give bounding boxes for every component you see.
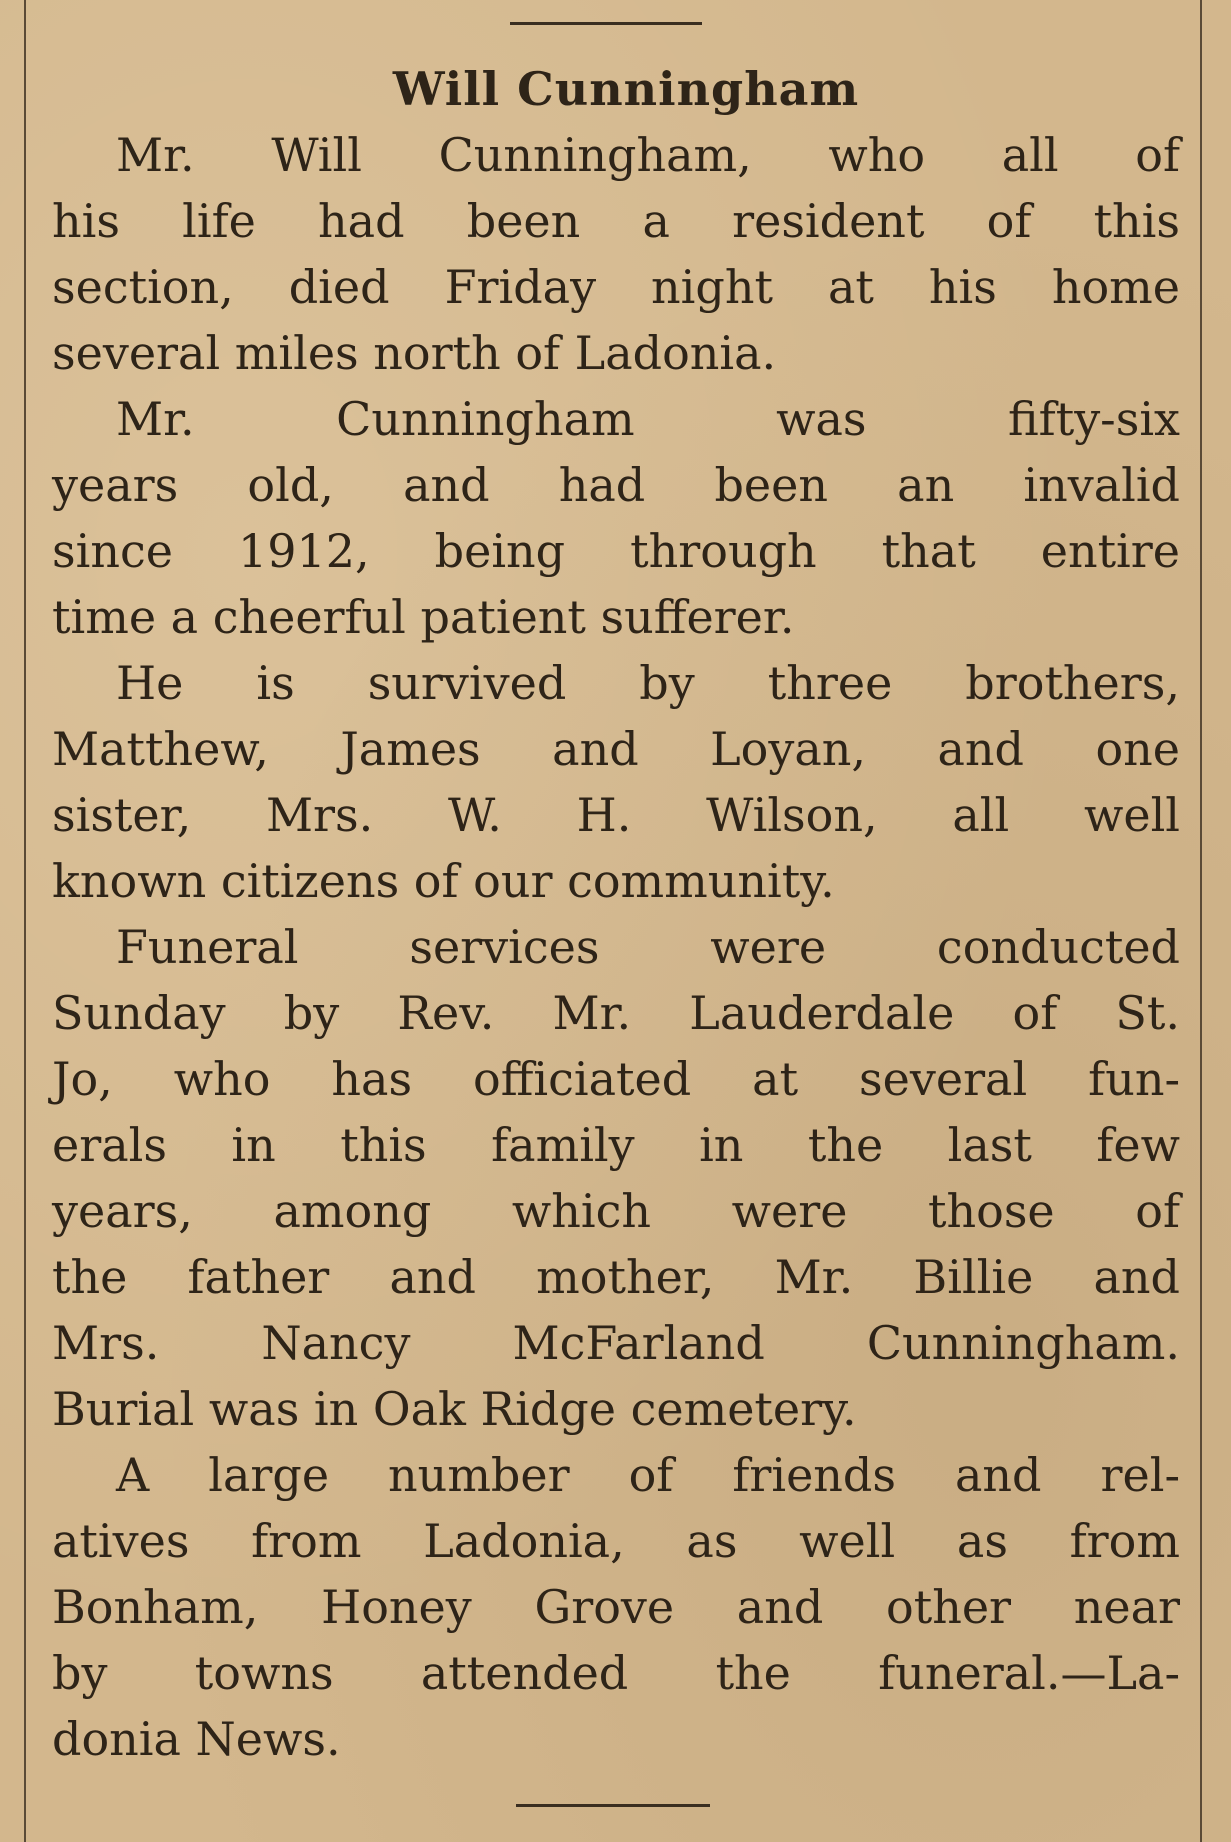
text-line: since 1912, being through that entire — [52, 524, 1180, 578]
text-line: erals in this family in the last few — [52, 1118, 1180, 1172]
article-headline: Will Cunningham — [392, 62, 860, 116]
paragraph-5 — [52, 1442, 1180, 1772]
text-line: A large number of friends and rel- — [116, 1448, 1180, 1502]
text-line: Mr. Cunningham was fifty-six — [116, 392, 1180, 446]
text-line: Funeral services were conducted — [116, 920, 1180, 974]
obituary-article — [52, 56, 1180, 1772]
text-line: years, among which were those of — [52, 1184, 1180, 1238]
text-line: He is survived by three brothers, — [116, 656, 1180, 710]
text-line: Mr. Will Cunningham, who all of — [116, 128, 1180, 182]
text-line: atives from Ladonia, as well as from — [52, 1514, 1180, 1568]
text-line: Matthew, James and Loyan, and one — [52, 722, 1180, 776]
text-line: the father and mother, Mr. Billie and — [52, 1250, 1180, 1304]
text-line: known citizens of our community. — [52, 854, 835, 908]
text-line: Burial was in Oak Ridge cemetery. — [52, 1382, 857, 1436]
bottom-separator-rule — [516, 1804, 710, 1807]
paragraph-1 — [52, 122, 1180, 386]
text-line: Mrs. Nancy McFarland Cunningham. — [52, 1316, 1180, 1370]
text-line: sister, Mrs. W. H. Wilson, all well — [52, 788, 1180, 842]
text-line: Jo, who has officiated at several fun- — [52, 1052, 1180, 1106]
text-line: Sunday by Rev. Mr. Lauderdale of St. — [52, 986, 1180, 1040]
text-line: Bonham, Honey Grove and other near — [52, 1580, 1180, 1634]
text-line: section, died Friday night at his home — [52, 260, 1180, 314]
text-line: time a cheerful patient sufferer. — [52, 590, 795, 644]
paragraph-3 — [52, 650, 1180, 914]
left-column-rule — [24, 0, 26, 1842]
text-line: several miles north of Ladonia. — [52, 326, 777, 380]
text-line: donia News. — [52, 1712, 341, 1766]
top-separator-rule — [510, 22, 702, 25]
text-line: his life had been a resident of this — [52, 194, 1180, 248]
text-line: years old, and had been an invalid — [52, 458, 1180, 512]
paragraph-4 — [52, 914, 1180, 1442]
right-column-rule — [1200, 0, 1202, 1842]
text-line: by towns attended the funeral.—La- — [52, 1646, 1180, 1700]
paragraph-2 — [52, 386, 1180, 650]
